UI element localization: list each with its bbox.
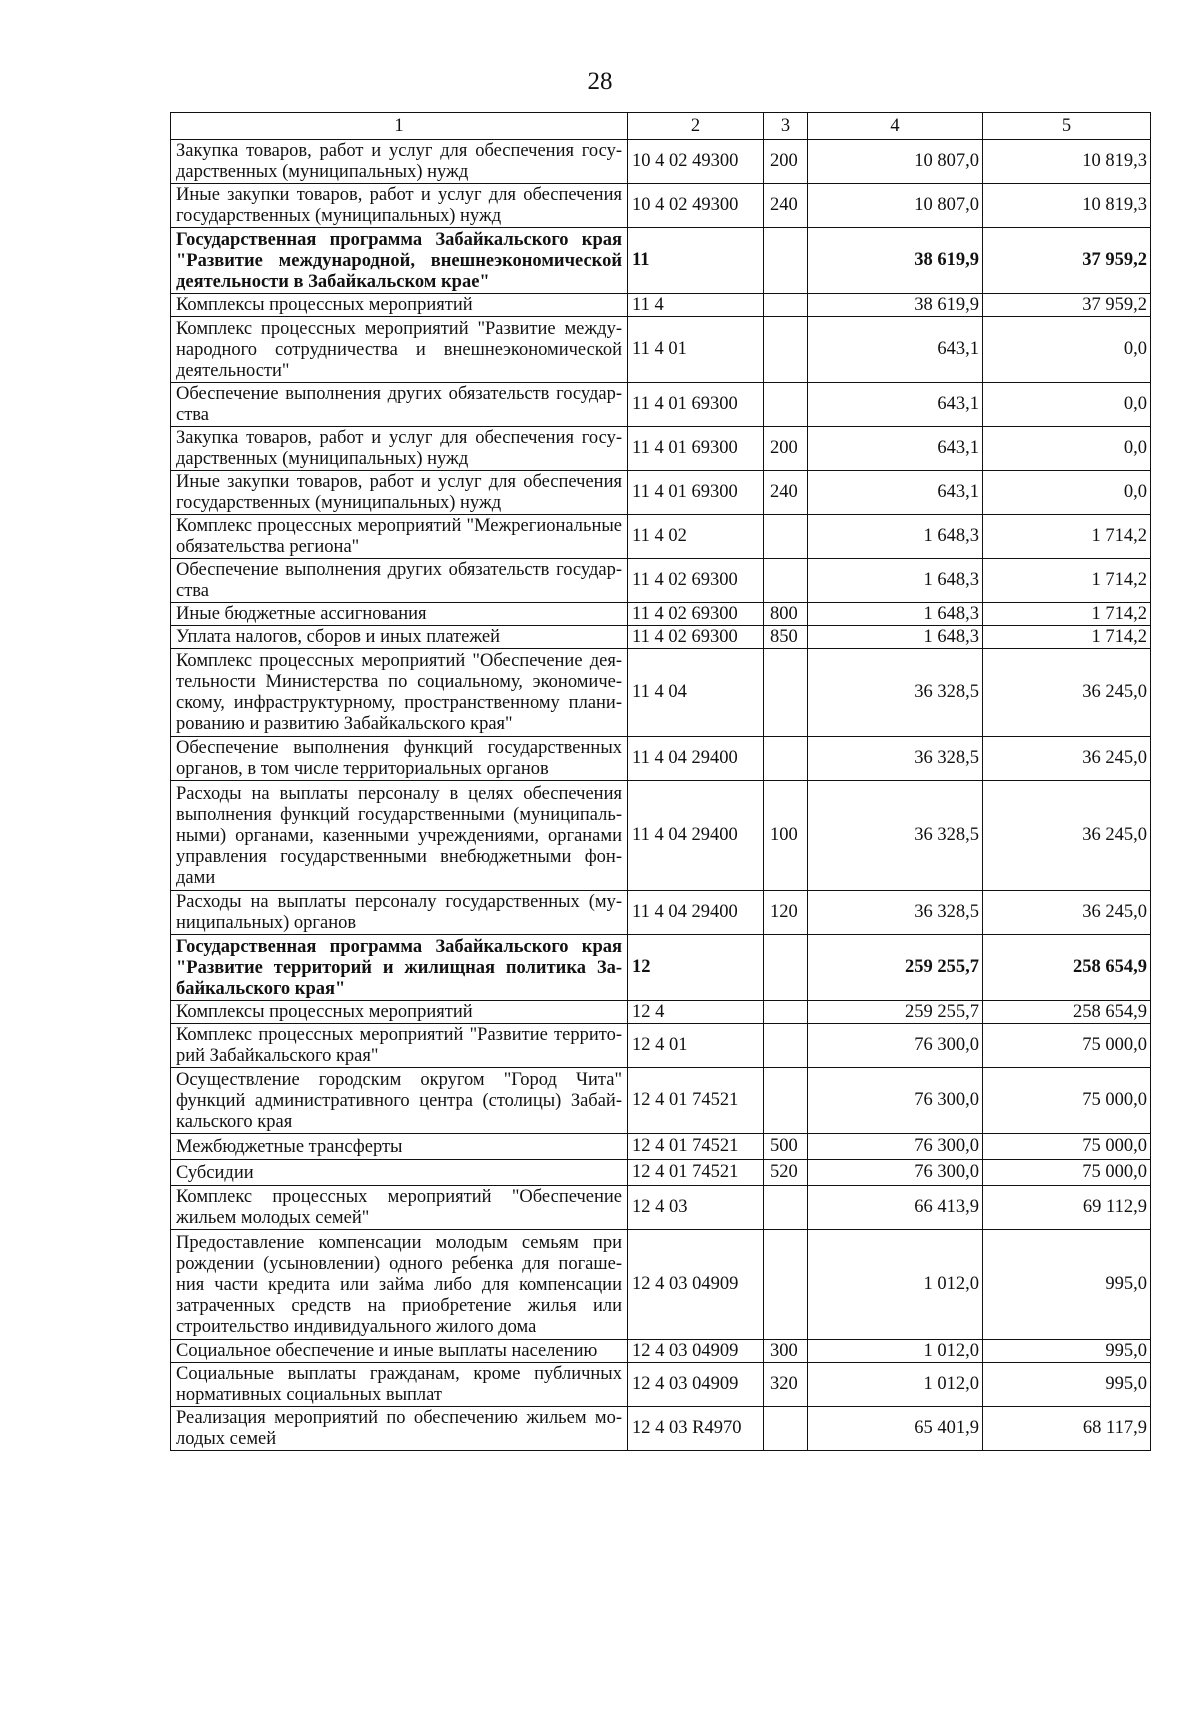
row-value-1-cell: 643,1 [808, 317, 983, 383]
table-row [171, 935, 1151, 1001]
row-type-cell [764, 737, 808, 781]
row-value-2-cell: 1 714,2 [983, 515, 1151, 559]
row-type-cell [764, 1186, 808, 1230]
row-value-1-cell: 643,1 [808, 383, 983, 427]
row-code-cell: 11 4 01 69300 [628, 471, 764, 515]
table-row [171, 184, 1151, 228]
header-cell-2: 2 [628, 113, 764, 140]
row-type-cell [764, 1001, 808, 1024]
table-row [171, 140, 1151, 184]
row-code-cell: 12 4 01 [628, 1024, 764, 1068]
row-type-cell [764, 515, 808, 559]
row-code-cell: 11 4 04 29400 [628, 737, 764, 781]
row-name-cell: Обеспечение выполнения других обязательств государ-ства [171, 383, 628, 427]
row-value-2-cell: 995,0 [983, 1230, 1151, 1340]
row-value-2-cell: 37 959,2 [983, 294, 1151, 317]
row-value-2-cell: 75 000,0 [983, 1134, 1151, 1160]
header-cell-3: 3 [764, 113, 808, 140]
row-code-cell: 10 4 02 49300 [628, 140, 764, 184]
row-value-2-cell: 1 714,2 [983, 603, 1151, 626]
row-name-cell: Социальные выплаты гражданам, кроме публичных нормативных социальных выплат [171, 1363, 628, 1407]
row-value-1-cell: 76 300,0 [808, 1024, 983, 1068]
row-code-cell: 11 4 01 69300 [628, 383, 764, 427]
row-value-1-cell: 1 648,3 [808, 626, 983, 649]
table-row [171, 383, 1151, 427]
row-value-2-cell: 36 245,0 [983, 781, 1151, 891]
row-type-cell [764, 294, 808, 317]
row-code-cell: 12 4 03 [628, 1186, 764, 1230]
row-type-cell: 320 [764, 1363, 808, 1407]
row-name-cell: Иные закупки товаров, работ и услуг для обеспечения государственных (муниципальных) нужд [171, 471, 628, 515]
table-row [171, 559, 1151, 603]
row-value-2-cell: 1 714,2 [983, 626, 1151, 649]
row-type-cell: 240 [764, 471, 808, 515]
row-type-cell [764, 1068, 808, 1134]
row-value-2-cell: 36 245,0 [983, 737, 1151, 781]
row-name-cell: Социальное обеспечение и иные выплаты населению [171, 1340, 628, 1363]
row-value-2-cell: 1 714,2 [983, 559, 1151, 603]
row-name-cell: Реализация мероприятий по обеспечению жильем мо-лодых семей [171, 1407, 628, 1451]
row-value-1-cell: 1 012,0 [808, 1363, 983, 1407]
table-row [171, 1186, 1151, 1230]
row-type-cell [764, 1230, 808, 1340]
row-name-cell: Государственная программа Забайкальского края "Развитие территорий и жилищная политика За-байкальского края" [171, 935, 628, 1001]
row-value-1-cell: 66 413,9 [808, 1186, 983, 1230]
table-row [171, 1230, 1151, 1340]
table-row [171, 891, 1151, 935]
row-type-cell: 500 [764, 1134, 808, 1160]
row-type-cell [764, 935, 808, 1001]
row-value-2-cell: 0,0 [983, 317, 1151, 383]
row-name-cell: Расходы на выплаты персоналу в целях обеспечения выполнения функций государственными (муниципаль-ными) органами, казенными учреждениями, органами управления государственными внебюджетными фон-дами [171, 781, 628, 891]
row-value-1-cell: 76 300,0 [808, 1068, 983, 1134]
header-cell-1: 1 [171, 113, 628, 140]
row-name-cell: Закупка товаров, работ и услуг для обеспечения госу-дарственных (муниципальных) нужд [171, 140, 628, 184]
row-code-cell: 12 4 03 R4970 [628, 1407, 764, 1451]
row-type-cell: 240 [764, 184, 808, 228]
row-value-2-cell: 0,0 [983, 427, 1151, 471]
row-code-cell: 12 4 03 04909 [628, 1340, 764, 1363]
row-type-cell: 520 [764, 1160, 808, 1186]
row-name-cell: Обеспечение выполнения функций государственных органов, в том числе территориальных органов [171, 737, 628, 781]
table-row [171, 603, 1151, 626]
table-row [171, 294, 1151, 317]
row-type-cell [764, 383, 808, 427]
row-value-2-cell: 10 819,3 [983, 184, 1151, 228]
row-code-cell: 12 4 01 74521 [628, 1160, 764, 1186]
row-type-cell: 200 [764, 140, 808, 184]
row-value-2-cell: 258 654,9 [983, 935, 1151, 1001]
row-code-cell: 11 4 [628, 294, 764, 317]
table-row [171, 1134, 1151, 1160]
row-type-cell [764, 317, 808, 383]
row-value-2-cell: 0,0 [983, 471, 1151, 515]
row-type-cell: 200 [764, 427, 808, 471]
row-value-2-cell: 995,0 [983, 1363, 1151, 1407]
row-value-2-cell: 258 654,9 [983, 1001, 1151, 1024]
row-name-cell: Государственная программа Забайкальского края "Развитие международной, внешнеэкономической деятельности в Забайкальском крае" [171, 228, 628, 294]
row-value-1-cell: 76 300,0 [808, 1160, 983, 1186]
row-name-cell: Иные закупки товаров, работ и услуг для обеспечения государственных (муниципальных) нужд [171, 184, 628, 228]
header-cell-5: 5 [983, 113, 1151, 140]
table-row [171, 1407, 1151, 1451]
row-type-cell: 850 [764, 626, 808, 649]
row-name-cell: Закупка товаров, работ и услуг для обеспечения госу-дарственных (муниципальных) нужд [171, 427, 628, 471]
row-name-cell: Предоставление компенсации молодым семьям при рождении (усыновлении) одного ребенка для погаше-ния части кредита или займа либо для компенсации затраченных средств на приобретение жилья или строительство индивидуального жилого дома [171, 1230, 628, 1340]
row-value-1-cell: 38 619,9 [808, 228, 983, 294]
row-code-cell: 12 4 [628, 1001, 764, 1024]
row-code-cell: 12 4 03 04909 [628, 1363, 764, 1407]
row-value-2-cell: 995,0 [983, 1340, 1151, 1363]
row-value-1-cell: 36 328,5 [808, 649, 983, 737]
row-value-1-cell: 643,1 [808, 471, 983, 515]
row-value-2-cell: 75 000,0 [983, 1024, 1151, 1068]
row-value-1-cell: 38 619,9 [808, 294, 983, 317]
row-name-cell: Межбюджетные трансферты [171, 1134, 628, 1160]
table-row [171, 228, 1151, 294]
row-code-cell: 11 4 01 69300 [628, 427, 764, 471]
row-name-cell: Субсидии [171, 1160, 628, 1186]
row-code-cell: 11 4 02 69300 [628, 626, 764, 649]
row-type-cell: 120 [764, 891, 808, 935]
row-value-1-cell: 1 648,3 [808, 559, 983, 603]
row-value-1-cell: 643,1 [808, 427, 983, 471]
row-name-cell: Комплекс процессных мероприятий "Обеспечение жильем молодых семей" [171, 1186, 628, 1230]
row-value-1-cell: 36 328,5 [808, 737, 983, 781]
row-name-cell: Комплекс процессных мероприятий "Обеспечение дея-тельности Министерства по социальному, экономиче-скому, инфраструктурному, пространственному плани-рованию и развитию Забайкальского края" [171, 649, 628, 737]
row-type-cell [764, 1024, 808, 1068]
row-code-cell: 11 4 04 29400 [628, 781, 764, 891]
table-row [171, 471, 1151, 515]
row-code-cell: 11 4 02 69300 [628, 603, 764, 626]
row-value-1-cell: 76 300,0 [808, 1134, 983, 1160]
row-value-1-cell: 1 012,0 [808, 1340, 983, 1363]
row-code-cell: 11 4 04 [628, 649, 764, 737]
row-name-cell: Осуществление городским округом "Город Чита" функций административного центра (столицы) Забай-кальского края [171, 1068, 628, 1134]
row-code-cell: 12 [628, 935, 764, 1001]
header-cell-4: 4 [808, 113, 983, 140]
row-value-1-cell: 10 807,0 [808, 140, 983, 184]
row-value-2-cell: 10 819,3 [983, 140, 1151, 184]
table-row [171, 1068, 1151, 1134]
row-value-1-cell: 1 012,0 [808, 1230, 983, 1340]
row-value-2-cell: 75 000,0 [983, 1160, 1151, 1186]
row-value-1-cell: 1 648,3 [808, 515, 983, 559]
row-value-1-cell: 65 401,9 [808, 1407, 983, 1451]
row-name-cell: Комплексы процессных мероприятий [171, 1001, 628, 1024]
row-value-2-cell: 68 117,9 [983, 1407, 1151, 1451]
row-name-cell: Комплекс процессных мероприятий "Развитие террито-рий Забайкальского края" [171, 1024, 628, 1068]
row-name-cell: Комплексы процессных мероприятий [171, 294, 628, 317]
row-value-1-cell: 259 255,7 [808, 1001, 983, 1024]
row-value-2-cell: 75 000,0 [983, 1068, 1151, 1134]
row-value-2-cell: 0,0 [983, 383, 1151, 427]
row-value-1-cell: 1 648,3 [808, 603, 983, 626]
table-row [171, 427, 1151, 471]
row-code-cell: 12 4 01 74521 [628, 1068, 764, 1134]
row-code-cell: 11 4 01 [628, 317, 764, 383]
row-value-1-cell: 36 328,5 [808, 891, 983, 935]
row-name-cell: Уплата налогов, сборов и иных платежей [171, 626, 628, 649]
table-row [171, 626, 1151, 649]
table-row [171, 1001, 1151, 1024]
table-row [171, 737, 1151, 781]
row-code-cell: 10 4 02 49300 [628, 184, 764, 228]
row-code-cell: 12 4 01 74521 [628, 1134, 764, 1160]
row-value-2-cell: 69 112,9 [983, 1186, 1151, 1230]
page-number: 28 [587, 68, 613, 95]
table-row [171, 1340, 1151, 1363]
row-code-cell: 11 4 02 [628, 515, 764, 559]
row-name-cell: Комплекс процессных мероприятий "Развитие между-народного сотрудничества и внешнеэкономической деятельности" [171, 317, 628, 383]
row-value-1-cell: 259 255,7 [808, 935, 983, 1001]
table-row [171, 1160, 1151, 1186]
row-code-cell: 11 [628, 228, 764, 294]
row-name-cell: Комплекс процессных мероприятий "Межрегиональные обязательства региона" [171, 515, 628, 559]
row-code-cell: 11 4 02 69300 [628, 559, 764, 603]
row-type-cell: 300 [764, 1340, 808, 1363]
table-row [171, 1363, 1151, 1407]
row-type-cell [764, 228, 808, 294]
row-value-1-cell: 10 807,0 [808, 184, 983, 228]
row-code-cell: 12 4 03 04909 [628, 1230, 764, 1340]
row-name-cell: Иные бюджетные ассигнования [171, 603, 628, 626]
row-type-cell: 800 [764, 603, 808, 626]
table-header-row [171, 113, 1151, 140]
row-type-cell [764, 649, 808, 737]
row-name-cell: Обеспечение выполнения других обязательств государ-ства [171, 559, 628, 603]
row-type-cell [764, 1407, 808, 1451]
row-value-2-cell: 36 245,0 [983, 649, 1151, 737]
budget-table [170, 112, 1151, 1451]
row-type-cell: 100 [764, 781, 808, 891]
table-row [171, 515, 1151, 559]
row-value-1-cell: 36 328,5 [808, 781, 983, 891]
table-row [171, 1024, 1151, 1068]
table-row [171, 317, 1151, 383]
table-row [171, 781, 1151, 891]
row-code-cell: 11 4 04 29400 [628, 891, 764, 935]
table-row [171, 649, 1151, 737]
row-value-2-cell: 36 245,0 [983, 891, 1151, 935]
row-value-2-cell: 37 959,2 [983, 228, 1151, 294]
row-name-cell: Расходы на выплаты персоналу государственных (му-ниципальных) органов [171, 891, 628, 935]
row-type-cell [764, 559, 808, 603]
